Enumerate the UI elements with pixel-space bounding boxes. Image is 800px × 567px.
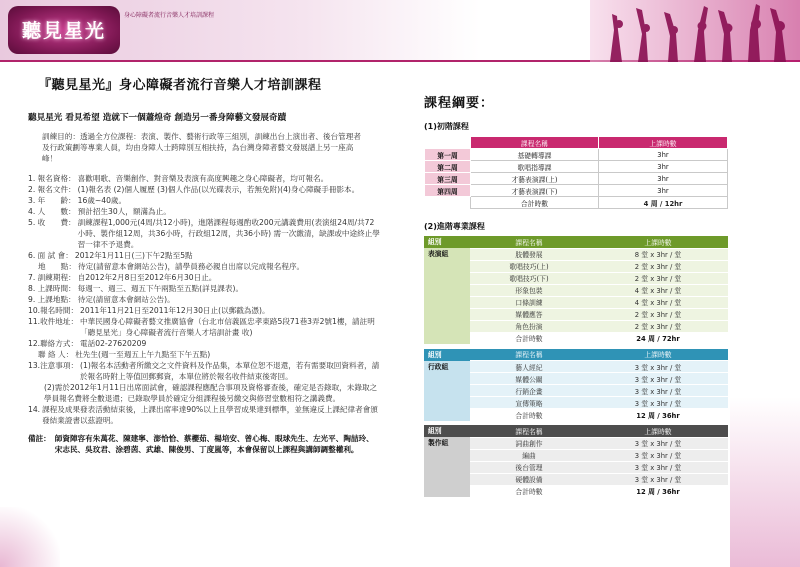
course-name-cell: 詞曲創作: [470, 437, 588, 449]
list-item: [28, 283, 380, 294]
hours-cell: 8 堂 x 3hr / 堂: [588, 248, 728, 260]
hours-cell: 4 堂 x 3hr / 堂: [588, 296, 728, 308]
list-item-label: 13.注意事項：: [28, 361, 79, 370]
col-hours: 上課時數: [588, 425, 728, 437]
slogan: 聽見星光 看見希望 造就下一個蕭煌奇 創造另一番身障藝文發展奇蹟: [28, 113, 287, 123]
total-blank: [425, 197, 471, 209]
advanced-course-heading: (2)進階專業課程: [424, 222, 485, 231]
right-column: [424, 92, 728, 502]
week-cell: 第四周: [425, 185, 471, 197]
hours-cell: 2 堂 x 3hr / 堂: [588, 272, 728, 284]
table-row: [424, 284, 728, 296]
list-item-label: 2. 報名文件：: [28, 185, 76, 194]
week-cell: 第三周: [425, 173, 471, 185]
hours-cell: 4 堂 x 3hr / 堂: [588, 284, 728, 296]
table-row: [424, 260, 728, 272]
list-item-label: 11.收件地址：: [28, 317, 79, 326]
logo: [8, 6, 120, 54]
hours-cell: 2 堂 x 3hr / 堂: [588, 308, 728, 320]
total-value: 4 周 / 12hr: [599, 197, 728, 209]
list-item: [28, 382, 380, 404]
hours-cell: 3 堂 x 3hr / 堂: [588, 397, 728, 409]
header-band: [0, 0, 800, 62]
list-item: [28, 316, 380, 338]
course-name-cell: 基礎轉導課: [471, 149, 599, 161]
table-row: [424, 461, 728, 473]
list-item: [28, 173, 380, 184]
list-item-text: 訓練課程1,000元(4周/共12小時)，進階課程每週酌收200元講義費用(表演組24周/共72小時、製作組12周，共36小時，行政組12周，共36小時) 需一次繳清，缺課或中途終止學習一律不予退費。: [77, 218, 380, 249]
table-header-row: [425, 137, 728, 149]
left-column: [28, 74, 380, 455]
course-name-cell: 肢體發展: [470, 248, 588, 260]
list-item: [28, 195, 380, 206]
table-row: [425, 149, 728, 161]
table-row: [424, 296, 728, 308]
advanced-course-section: [424, 221, 728, 498]
course-name-cell: 歌唱技巧(上): [470, 260, 588, 272]
table-row: [424, 373, 728, 385]
list-item-label: 聯 絡 人：: [28, 350, 74, 359]
list-item-text: 16歲~40歲。: [77, 196, 127, 205]
decoration-bottom-left: [0, 507, 60, 567]
list-item-text: 電話02-27620209: [80, 339, 147, 348]
total-row: [424, 485, 728, 497]
course-name-cell: 形象包裝: [470, 284, 588, 296]
list-item-text: 課程及成果發表活動結束後，上課出席率達90%以上且學習成果達到標準，並無違反上課紀律者會頒發結業證書以茲證明。: [42, 405, 378, 425]
hours-cell: 3 堂 x 3hr / 堂: [588, 449, 728, 461]
list-item-label: 1. 報名資格：: [28, 174, 76, 183]
course-name-cell: 媒體應答: [470, 308, 588, 320]
total-row: [425, 197, 728, 209]
course-name-cell: 行銷企畫: [470, 385, 588, 397]
list-item: [28, 217, 380, 250]
list-item-text: 待定(請留意本會網站公告)，請學員務必親自出席以完成報名程序。: [77, 262, 305, 271]
table-row: [424, 361, 728, 373]
hours-cell: 2 堂 x 3hr / 堂: [588, 320, 728, 332]
hours-cell: 3 堂 x 3hr / 堂: [588, 437, 728, 449]
total-row: [424, 332, 728, 344]
hours-cell: 3 堂 x 3hr / 堂: [588, 473, 728, 485]
table-row: [424, 473, 728, 485]
list-item: [28, 261, 380, 272]
list-item-text: 每週一、週三、週五下午兩點至五點(詳見課表)。: [77, 284, 244, 293]
table-header-row: [424, 425, 728, 437]
table-header-row: [424, 236, 728, 248]
total-value: 12 周 / 36hr: [588, 409, 728, 421]
basic-course-heading: (1)初階課程: [424, 122, 469, 131]
list-item-label: 3. 年 齡：: [28, 196, 76, 205]
hours-cell: 3 堂 x 3hr / 堂: [588, 373, 728, 385]
week-cell: 第一周: [425, 149, 471, 161]
table-row: [424, 449, 728, 461]
list-item-label: 7. 訓練期程：: [28, 273, 76, 282]
list-item: [28, 184, 380, 195]
table-row: [424, 308, 728, 320]
course-name-cell: 後台管理: [470, 461, 588, 473]
col-group: 組別: [424, 349, 470, 361]
table-row: [425, 173, 728, 185]
week-cell: 第二周: [425, 161, 471, 173]
list-item: [28, 206, 380, 217]
course-name-cell: 歌唱技巧(下): [470, 272, 588, 284]
logo-text: 聽見星光: [21, 20, 106, 42]
note: [28, 433, 380, 455]
table-row: [424, 248, 728, 260]
logo-subtitle: 身心障礙者流行音樂人才培訓課程: [124, 12, 215, 19]
table-row: [424, 397, 728, 409]
note-label: 備註：: [28, 434, 51, 443]
list-item: [28, 338, 380, 349]
list-item: [28, 272, 380, 283]
table-row: [424, 272, 728, 284]
group-table: [424, 349, 728, 422]
hours-cell: 3 堂 x 3hr / 堂: [588, 461, 728, 473]
hours-cell: 3 堂 x 3hr / 堂: [588, 385, 728, 397]
col-course-name: 課程名稱: [470, 425, 588, 437]
list-item-label: 5. 收 費：: [28, 218, 76, 227]
col-course-name: 課程名稱: [471, 137, 599, 149]
outline-title: 課程綱要：: [424, 96, 495, 111]
list-item-text: 預計招生30人，額滿為止。: [77, 207, 171, 216]
total-label: 合計時數: [470, 409, 588, 421]
course-name-cell: 媒體公關: [470, 373, 588, 385]
table-corner: [425, 137, 471, 149]
list-item-label: 9. 上課地點：: [28, 295, 76, 304]
course-name-cell: 才藝表演課(上): [471, 173, 599, 185]
list-item-text: 杜先生(週一至週五上午九點至下午五點): [75, 350, 211, 359]
group-table: [424, 236, 728, 345]
list-item-label: 地 點：: [28, 262, 76, 271]
group-name: 行政組: [424, 361, 470, 421]
hours-cell: 3hr: [599, 149, 728, 161]
total-value: 24 周 / 72hr: [588, 332, 728, 344]
list-item-text: 自2012年2月8日至2012年6月30日止。: [77, 273, 217, 282]
list-item: [28, 404, 380, 426]
table-row: [424, 385, 728, 397]
list-item: [28, 349, 380, 360]
decoration-bottom-right: [730, 0, 800, 567]
hours-cell: 3hr: [599, 185, 728, 197]
total-row: [424, 409, 728, 421]
table-row: [424, 437, 728, 449]
basic-course-section: [424, 121, 728, 209]
list-item-label: 4. 人 數：: [28, 207, 76, 216]
list-item-label: 14.: [28, 405, 41, 414]
col-hours: 上課時數: [599, 137, 728, 149]
list-item-text: 待定(請留意本會網站公告)。: [77, 295, 175, 304]
hours-cell: 3hr: [599, 161, 728, 173]
basic-course-table: [424, 136, 728, 209]
list-item: [28, 305, 380, 316]
group-table: [424, 425, 728, 498]
page-title: 『聽見星光』身心障礙者流行音樂人才培訓課程: [38, 78, 322, 93]
list-item-label: 12.聯絡方式：: [28, 339, 79, 348]
course-name-cell: 口條訓練: [470, 296, 588, 308]
list-item-text: (2)需於2012年1月11日出席面試會，確認課程應配合事項及資格審查後，確定是否錄取，未錄取之學員報名費將全數退還；已錄取學員於確定分組課程後另繳交與修習堂數相符之講義費。: [44, 383, 378, 403]
list-item: [28, 360, 380, 382]
list-item: [28, 250, 380, 261]
list-item-text: 2011年11月21日至2011年12月30日止(以郵戳為憑)。: [80, 306, 270, 315]
col-group: 組別: [424, 236, 470, 248]
intro-paragraph: 訓練目的：透過全方位課程：表演、製作、藝術行政等三組別，訓練出台上演出者、後台管理者及行政策劃等專業人員，均由身障人士跨障別互相扶持，為台灣身障者藝文發展譜上另一座高峰！: [42, 132, 361, 163]
total-value: 12 周 / 36hr: [588, 485, 728, 497]
list-item-label: 8. 上課時間：: [28, 284, 76, 293]
course-name-cell: 硬體設備: [470, 473, 588, 485]
table-row: [424, 320, 728, 332]
list-item: [28, 294, 380, 305]
hours-cell: 3hr: [599, 173, 728, 185]
group-name: 製作組: [424, 437, 470, 497]
note-text: 師資陣容有朱萬花、陳建寧、澎恰恰、蔡櫻茹、楊培安、曾心梅、眼球先生、左光平、陶喆玲、宋志民、吳玟君、涂碧茵、武雄、陳俊男、丁度嵐等，本會保留以上課程與講師調整權利。: [54, 434, 374, 454]
total-label: 合計時數: [470, 485, 588, 497]
course-name-cell: 才藝表演課(下): [471, 185, 599, 197]
course-name-cell: 編曲: [470, 449, 588, 461]
col-course-name: 課程名稱: [470, 236, 588, 248]
list-item-label: 6. 面 試 會：: [28, 251, 73, 260]
hours-cell: 3 堂 x 3hr / 堂: [588, 361, 728, 373]
col-course-name: 課程名稱: [470, 349, 588, 361]
list-item-text: (1)報名表 (2)個人履歷 (3)個人作品(以光碟表示，若無免附)(4)身心障礙手冊影本。: [77, 185, 360, 194]
hours-cell: 2 堂 x 3hr / 堂: [588, 260, 728, 272]
col-group: 組別: [424, 425, 470, 437]
list-item-label: 10.報名時間：: [28, 306, 79, 315]
info-list: [28, 173, 380, 426]
col-hours: 上課時數: [588, 349, 728, 361]
course-name-cell: 藝人經紀: [470, 361, 588, 373]
list-item-text: (1)報名本活動者所繳交之文件資料及作品集，本單位恕不退還，若有需要取回資料者，請於報名時附上等值回郵郵資，本單位將於報名收件結束後寄回。: [80, 361, 380, 381]
list-item-text: 喜歡唱歌、音樂創作、對音樂及表演有高度興趣之身心障礙者，均可報名。: [77, 174, 329, 183]
list-item-text: 2012年1月11日(三)下午2點至5點: [74, 251, 193, 260]
course-name-cell: 角色扮演: [470, 320, 588, 332]
list-item-text: 中華民國身心障礙者藝文推廣協會（台北市信義區忠孝東路5段71巷3弄2號1樓，請註明「聽見星光」身心障礙者流行音樂人才培訓計畫 收): [80, 317, 375, 337]
table-header-row: [424, 349, 728, 361]
course-name-cell: 歌唱指導課: [471, 161, 599, 173]
group-name: 表演組: [424, 248, 470, 344]
course-name-cell: 宣傳策略: [470, 397, 588, 409]
col-hours: 上課時數: [588, 236, 728, 248]
total-label: 合計時數: [471, 197, 599, 209]
table-row: [425, 161, 728, 173]
table-row: [425, 185, 728, 197]
total-label: 合計時數: [470, 332, 588, 344]
